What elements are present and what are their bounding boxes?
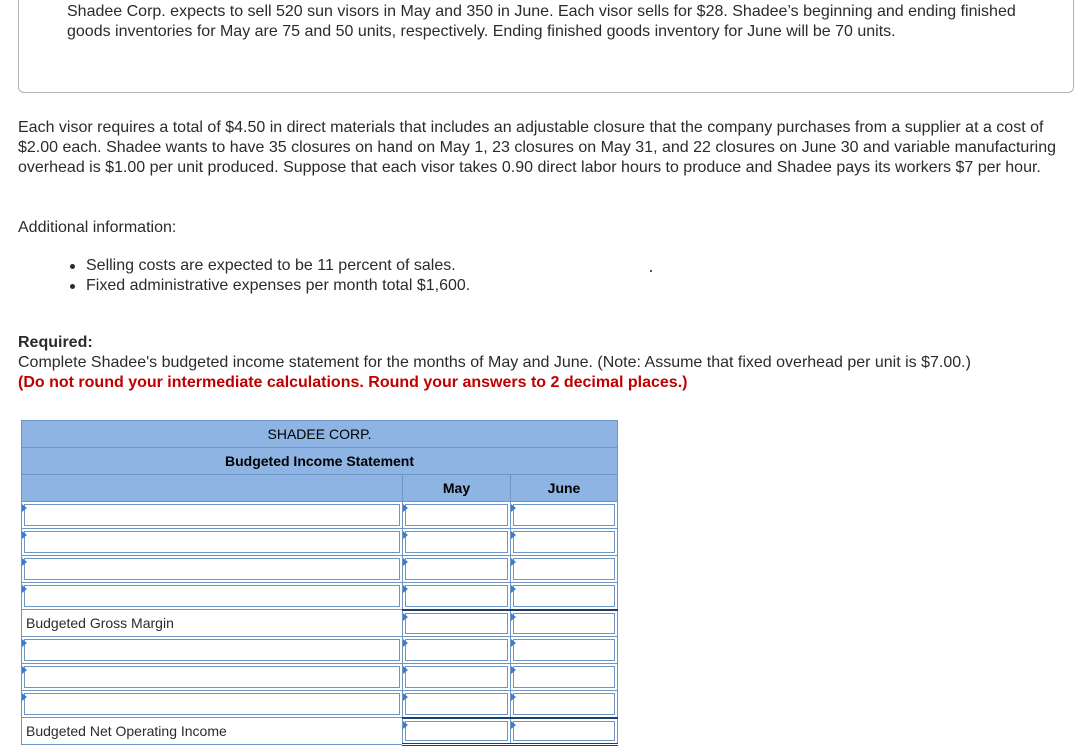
june-input-box: [513, 585, 615, 607]
may-value-input[interactable]: [406, 640, 507, 660]
dropdown-marker-icon: [403, 558, 408, 566]
row-label-cell[interactable]: [22, 556, 403, 583]
june-value-cell[interactable]: [511, 583, 618, 610]
stray-dot: [650, 270, 652, 272]
dropdown-marker-icon: [511, 639, 516, 647]
june-value-input[interactable]: [514, 667, 614, 687]
dropdown-marker-icon: [22, 504, 27, 512]
dropdown-marker-icon: [22, 639, 27, 647]
required-heading: Required:: [18, 334, 93, 351]
may-value-cell[interactable]: [403, 664, 511, 691]
row-label-input[interactable]: [25, 640, 399, 660]
dropdown-marker-icon: [22, 585, 27, 593]
june-value-input[interactable]: [514, 559, 614, 579]
june-input-box: [513, 613, 615, 635]
dropdown-marker-icon: [403, 721, 408, 729]
intro-box: [18, 0, 1074, 93]
statement-row: [22, 529, 618, 556]
dropdown-marker-icon: [511, 585, 516, 593]
dropdown-marker-icon: [403, 531, 408, 539]
income-statement-table: [21, 420, 618, 746]
row-label-input[interactable]: [25, 586, 399, 606]
dropdown-marker-icon: [403, 693, 408, 701]
dropdown-marker-icon: [22, 558, 27, 566]
june-value-cell[interactable]: [511, 556, 618, 583]
bullet-admin-expenses: Fixed administrative expenses per month total $1,600.: [68, 276, 470, 296]
may-value-cell[interactable]: [403, 583, 511, 610]
row-label-input-box: [24, 504, 400, 526]
may-value-input[interactable]: [406, 722, 507, 741]
may-input-box: [405, 558, 508, 580]
june-value-cell[interactable]: [511, 610, 618, 637]
row-label-input[interactable]: [25, 505, 399, 525]
dropdown-marker-icon: [22, 666, 27, 674]
row-label-input-box: [24, 693, 400, 715]
additional-list: [68, 256, 470, 296]
dropdown-marker-icon: [403, 666, 408, 674]
statement-row: [22, 610, 618, 637]
row-label: Budgeted Net Operating Income: [22, 718, 403, 745]
june-input-box: [513, 504, 615, 526]
required-text: Complete Shadee's budgeted income statement for the months of May and June. (Note: Assume that fixed overhead per unit is $7.00.): [18, 354, 971, 371]
dropdown-marker-icon: [511, 531, 516, 539]
row-label: Budgeted Gross Margin: [22, 610, 403, 637]
row-label-input[interactable]: [25, 559, 399, 579]
may-input-box: [405, 693, 508, 715]
dropdown-marker-icon: [511, 504, 516, 512]
may-value-cell[interactable]: [403, 691, 511, 718]
may-input-box: [405, 531, 508, 553]
column-header-may: May: [403, 475, 511, 502]
dropdown-marker-icon: [22, 693, 27, 701]
row-label-cell[interactable]: [22, 664, 403, 691]
may-input-box: [405, 721, 508, 742]
row-label-cell[interactable]: [22, 583, 403, 610]
dropdown-marker-icon: [22, 531, 27, 539]
june-value-input[interactable]: [514, 640, 614, 660]
june-value-cell[interactable]: [511, 691, 618, 718]
may-input-box: [405, 504, 508, 526]
dropdown-marker-icon: [511, 693, 516, 701]
june-value-cell[interactable]: [511, 718, 618, 745]
june-value-input[interactable]: [514, 694, 614, 714]
june-value-cell[interactable]: [511, 637, 618, 664]
statement-row: [22, 718, 618, 745]
dropdown-marker-icon: [403, 639, 408, 647]
row-label-cell[interactable]: [22, 637, 403, 664]
row-label-cell[interactable]: [22, 529, 403, 556]
may-value-input[interactable]: [406, 694, 507, 714]
materials-paragraph: Each visor requires a total of $4.50 in direct materials that includes an adjustable closure that the company purchases from a supplier at a cost of $2.00 each. Shadee wants to have 35 closures on hand on May 1, 23 closures on May 31, and 22 closures on June 30 and variable manufacturing overhead is $1.00 per unit produced. Suppose that each visor takes 0.90 direct labor hours to produce and Shadee pays its workers $7 per hour.: [18, 119, 1057, 176]
may-value-input[interactable]: [406, 614, 507, 634]
may-input-box: [405, 666, 508, 688]
dropdown-marker-icon: [403, 585, 408, 593]
june-input-box: [513, 558, 615, 580]
may-value-input[interactable]: [406, 559, 507, 579]
may-value-cell[interactable]: [403, 556, 511, 583]
may-input-box: [405, 613, 508, 635]
statement-row: [22, 583, 618, 610]
june-value-cell[interactable]: [511, 664, 618, 691]
intro-text: Shadee Corp. expects to sell 520 sun visors in May and 350 in June. Each visor sells for $28. Shadee’s beginning and ending finished goods inventories for May are 75 and 50 units, respectively. Ending finished goods inventory for June will be 70 units.: [67, 3, 1016, 40]
june-input-box: [513, 721, 615, 742]
additional-heading: Additional information:: [18, 219, 177, 236]
column-header-june: June: [511, 475, 618, 502]
may-value-cell[interactable]: [403, 718, 511, 745]
company-name: SHADEE CORP.: [22, 421, 618, 448]
may-value-input[interactable]: [406, 586, 507, 606]
june-input-box: [513, 666, 615, 688]
statement-row: [22, 637, 618, 664]
may-value-cell[interactable]: [403, 529, 511, 556]
bullet-selling-costs: Selling costs are expected to be 11 percent of sales.: [68, 256, 470, 276]
may-input-box: [405, 639, 508, 661]
june-input-box: [513, 693, 615, 715]
may-value-cell[interactable]: [403, 637, 511, 664]
june-value-input[interactable]: [514, 614, 614, 634]
statement-row: [22, 664, 618, 691]
dropdown-marker-icon: [511, 558, 516, 566]
dropdown-marker-icon: [403, 504, 408, 512]
column-header-blank: [22, 475, 403, 502]
dropdown-marker-icon: [511, 666, 516, 674]
statement-title: Budgeted Income Statement: [22, 448, 618, 475]
june-input-box: [513, 639, 615, 661]
statement-row: [22, 502, 618, 529]
row-label-cell[interactable]: [22, 502, 403, 529]
may-value-input[interactable]: [406, 505, 507, 525]
may-value-input[interactable]: [406, 667, 507, 687]
june-value-input[interactable]: [514, 532, 614, 552]
june-input-box: [513, 531, 615, 553]
row-label-cell[interactable]: [22, 691, 403, 718]
row-label-input[interactable]: [25, 694, 399, 714]
statement-row: [22, 691, 618, 718]
dropdown-marker-icon: [403, 613, 408, 621]
row-label-input-box: [24, 639, 400, 661]
row-label-input-box: [24, 558, 400, 580]
row-label-input[interactable]: [25, 532, 399, 552]
june-value-input[interactable]: [514, 722, 614, 741]
row-label-input-box: [24, 666, 400, 688]
row-label-input-box: [24, 585, 400, 607]
statement-row: [22, 556, 618, 583]
row-label-input[interactable]: [25, 667, 399, 687]
may-input-box: [405, 585, 508, 607]
may-value-cell[interactable]: [403, 502, 511, 529]
rounding-instruction: (Do not round your intermediate calculations. Round your answers to 2 decimal places.): [18, 374, 688, 391]
june-value-input[interactable]: [514, 586, 614, 606]
dropdown-marker-icon: [511, 613, 516, 621]
may-value-input[interactable]: [406, 532, 507, 552]
june-value-cell[interactable]: [511, 529, 618, 556]
june-value-input[interactable]: [514, 505, 614, 525]
row-label-input-box: [24, 531, 400, 553]
may-value-cell[interactable]: [403, 610, 511, 637]
june-value-cell[interactable]: [511, 502, 618, 529]
dropdown-marker-icon: [511, 721, 516, 729]
